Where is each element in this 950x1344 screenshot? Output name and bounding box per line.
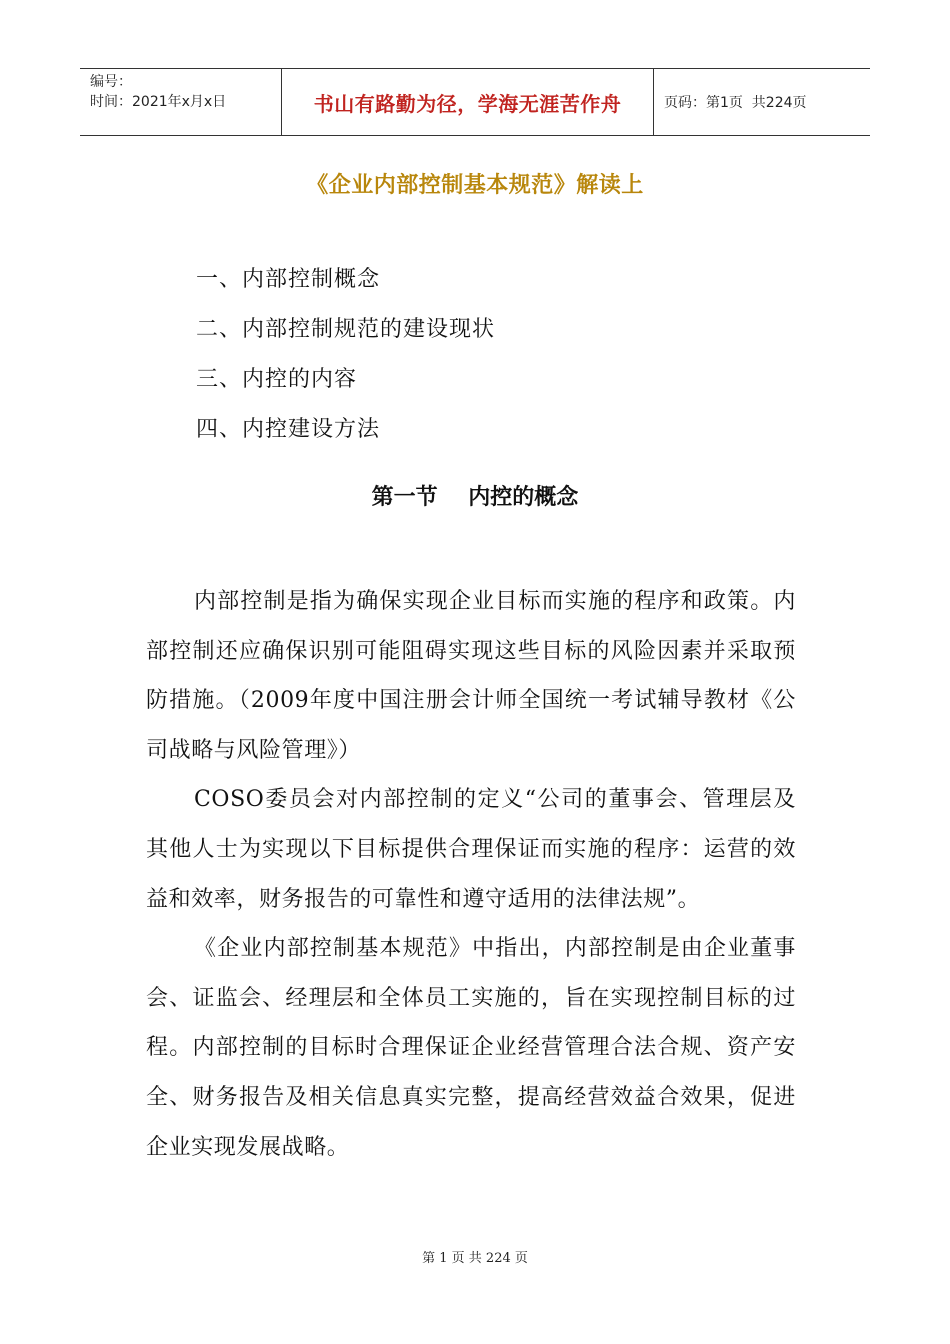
header-time-label: 时间：2021年x月x日 [90, 94, 227, 110]
toc-item: 三、内控的内容 [196, 367, 358, 392]
header-number-label: 编号： [90, 74, 132, 90]
toc-item: 二、内部控制规范的建设现状 [196, 317, 496, 342]
section-title: 第一节 内控的概念 [371, 485, 579, 510]
document-title: 《企业内部控制基本规范》解读上 [306, 173, 644, 198]
table-of-contents [196, 262, 495, 462]
page-header [80, 68, 870, 136]
toc-item: 一、内部控制概念 [196, 267, 381, 292]
header-meta [80, 69, 281, 135]
document-body [146, 577, 796, 1172]
header-page-info [654, 69, 870, 135]
paragraph: COSO委员会对内部控制的定义“公司的董事会、管理层及其他人士为实现以下目标提供合理保证而实施的程序：运营的效益和效率，财务报告的可靠性和遵守适用的法律法规”。 [146, 787, 796, 912]
paragraph: 《企业内部控制基本规范》中指出，内部控制是由企业董事会、证监会、经理层和全体员工实施的，旨在实现控制目标的过程。内部控制的目标时合理保证企业经营管理合法合规、资产安全、财务报告及相关信息真实完整，提高经营效益合效果，促进企业实现发展战略。 [146, 936, 796, 1160]
toc-item: 四、内控建设方法 [196, 417, 381, 442]
header-motto: 书山有路勤为径，学海无涯苦作舟 [281, 69, 654, 135]
paragraph: 内部控制是指为确保实现企业目标而实施的程序和政策。内部控制还应确保识别可能阻碍实现这些目标的风险因素并采取预防措施。（2009年度中国注册会计师全国统一考试辅导教材《公司战略与风险管理》） [146, 589, 796, 763]
header-page-label: 页码：第1页 共224页 [664, 95, 807, 111]
page-footer: 第 1 页 共 224 页 [422, 1251, 528, 1266]
